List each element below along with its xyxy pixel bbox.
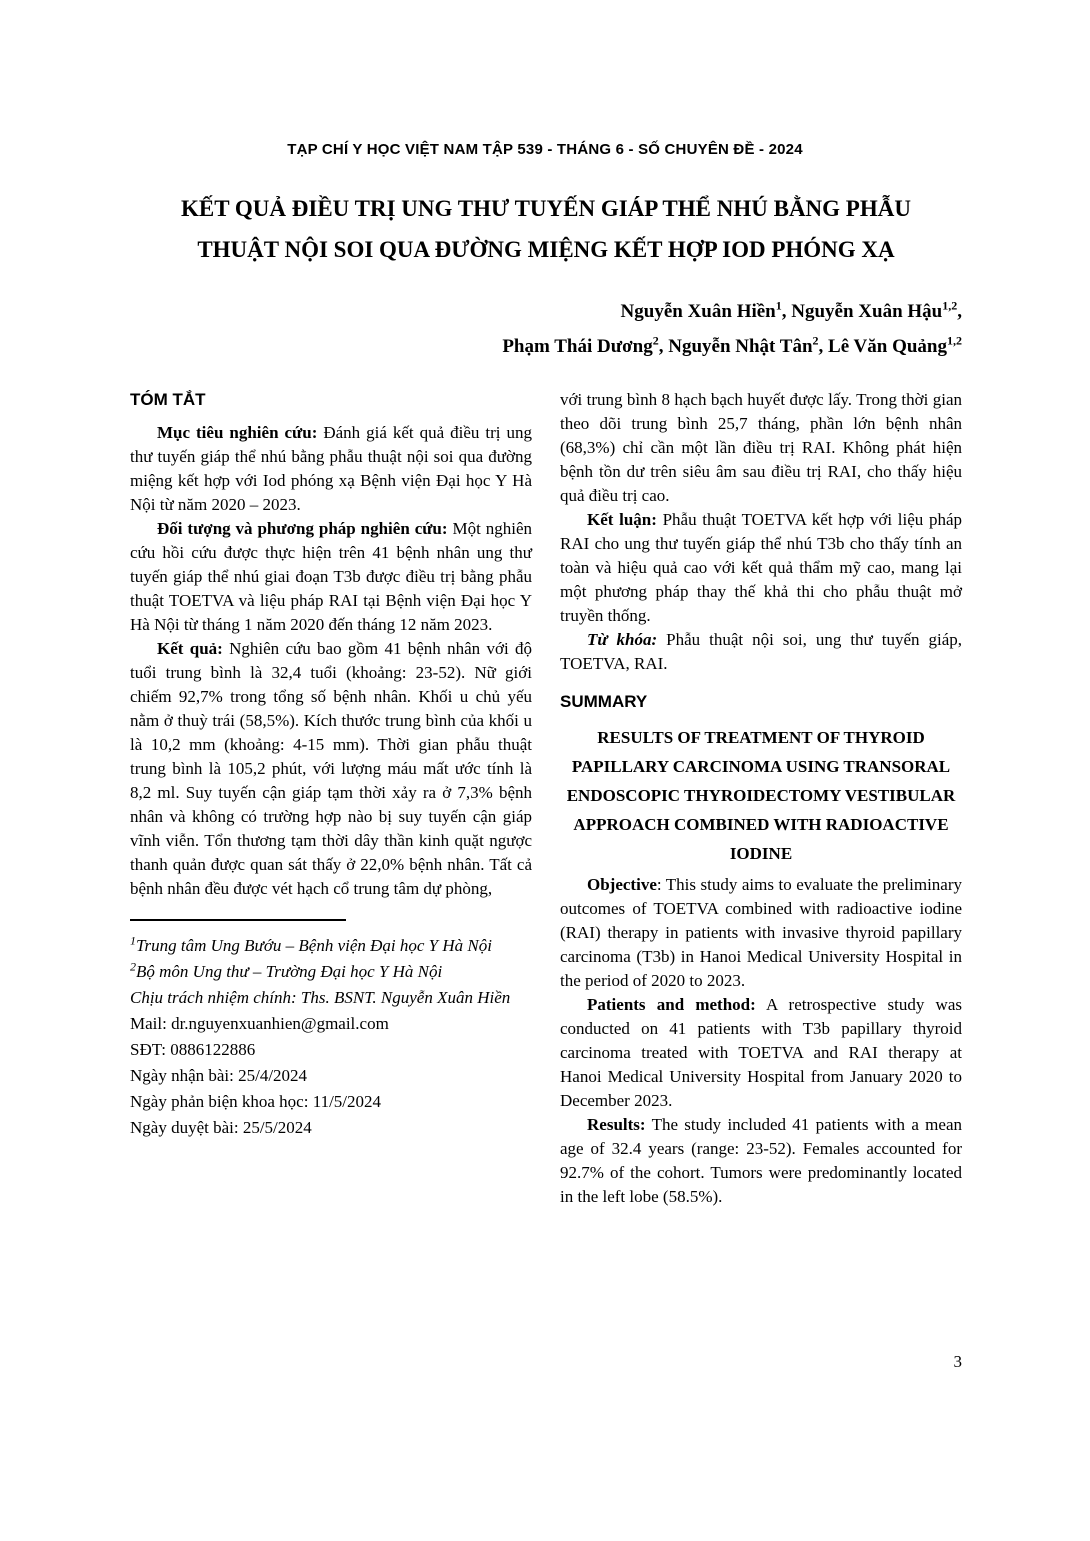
abstract-results-continued-paragraph: với trung bình 8 hạch bạch huyết được lấy. Trong thời gian theo dõi trung bình 25,7 tháng, phần lớn bệnh nhân (68,3%) chỉ cần một lần điều trị RAI. Không phát hiện bệnh tồn dư trên siêu âm sau điều trị RAI, cho thấy hiệu quả điều trị cao. [560,390,962,505]
paragraph-text: Đánh giá kết quả điều trị ung thư tuyến giáp thể nhú bằng phẫu thuật nội soi qua đường miệng kết hợp với Iod phóng xạ Bệnh viện Đại học Y Hà Nội từ năm 2020 – 2023. [130,423,532,514]
paragraph-text: A retrospective study was conducted on 41 patients with T3b papillary thyroid carcinoma treated with TOETVA and RAI therapy at Hanoi Medical University Hospital from January 2020 to December 2023. [560,995,962,1110]
abstract-heading: TÓM TẮT [130,390,206,409]
paragraph-lead: Kết quả: [157,639,223,658]
author-name: Phạm Thái Dương [502,336,653,357]
author-affiliation-sup: 2 [652,333,659,348]
abstract-keywords-paragraph [560,628,962,676]
summary-objective-paragraph [560,873,962,993]
footnote-email: Mail: dr.nguyenxuanhien@gmail.com [130,1014,389,1033]
author-name: , Nguyễn Nhật Tân [658,336,813,357]
paragraph-text: Phẫu thuật TOETVA kết hợp với liệu pháp RAI cho ung thư tuyến giáp thể nhú T3b cho thấy tính an toàn và hiệu quả cao với kết quả thẩm mỹ cao, mang lại một phương pháp thay thế khả thi cho phẫu thuật mở truyền thống. [560,510,962,625]
footnote-correspondence: Chịu trách nhiệm chính: Ths. BSNT. Nguyễn Xuân Hiền [130,988,511,1007]
abstract-results-paragraph [130,637,532,901]
summary-results-paragraph [560,1113,962,1209]
footnote-date-accepted: Ngày duyệt bài: 25/5/2024 [130,1118,312,1137]
authors-line-1 [130,294,962,329]
article-title: KẾT QUẢ ĐIỀU TRỊ UNG THƯ TUYẾN GIÁP THỂ NHÚ BẰNG PHẪU THUẬT NỘI SOI QUA ĐƯỜNG MIỆNG KẾT HỢP IOD PHÓNG XẠ [181,196,911,262]
author-affiliation-sup: 1 [775,298,782,313]
footnote-divider [130,919,346,921]
footnote-affiliation-1 [130,933,532,959]
footnote-affiliation-2 [130,959,532,985]
paragraph-lead: Từ khóa: [587,630,658,649]
footnote-date-received: Ngày nhận bài: 25/4/2024 [130,1066,308,1085]
summary-heading: SUMMARY [560,692,648,711]
paragraph-lead: Objective [587,875,657,894]
footnote-block [130,919,532,1141]
abstract-methods-paragraph [130,517,532,637]
abstract-conclusion-paragraph [560,508,962,628]
summary-patients-paragraph [560,993,962,1113]
author-affiliation-sup: 1,2 [942,298,958,313]
author-affiliation-sup: 2 [812,333,819,348]
paragraph-lead: Patients and method: [587,995,756,1014]
page-number: 3 [953,1352,962,1371]
article-content [130,188,962,1209]
author-name: , Lê Văn Quảng [818,336,947,357]
authors-line-2 [130,329,962,364]
left-column [130,388,532,1209]
paragraph-text: Nghiên cứu bao gồm 41 bệnh nhân với độ tuổi trung bình là 32,4 tuổi (khoảng: 23-52). Nữ giới chiếm 92,7% trong tổng số bệnh nhân. Khối u chủ yếu nằm ở thuỳ trái (58,5%). Kích thước trung bình của khối u là 10,2 mm (khoảng: 4-15 mm). Thời gian phẫu thuật trung bình là 105,2 phút, với lượng máu mất ước tính là 8,2 ml. Suy tuyến cận giáp tạm thời xảy ra ở 7,3% bệnh nhân và không có trường hợp nào bị suy tuyến cận giáp vĩnh viễn. Tổn thương tạm thời dây thần kinh quặt ngược thanh quản được quan sát thấy ở 22,0% bệnh nhân. Tất cả bệnh nhân đều được vét hạch cổ trung tâm dự phòng, [130,639,532,898]
footnote-phone: SĐT: 0886122886 [130,1040,256,1059]
paragraph-text: Phẫu thuật nội soi, ung thư tuyến giáp, TOETVA, RAI. [560,630,963,673]
author-affiliation-sup: 1,2 [947,333,962,348]
author-name: , Nguyễn Xuân Hậu [781,301,943,322]
right-column [560,388,962,1209]
footnote-sup: 1 [130,933,136,948]
paragraph-text: The study included 41 patients with a mean age of 32.4 years (range: 23-52). Females accounted for 92.7% of the cohort. Tumors were predominantly located in the left lobe (58.5%). [560,1115,962,1206]
abstract-objective-paragraph [130,421,532,517]
author-name: Nguyễn Xuân Hiền [620,301,776,322]
paragraph-text: : This study aims to evaluate the preliminary outcomes of TOETVA combined with radioactive iodine (RAI) therapy in patients with invasive thyroid papillary carcinoma (T3b) in Hanoi Medical University Hospital in the period of 2020 to 2023. [560,875,962,990]
paragraph-lead: Mục tiêu nghiên cứu: [157,423,318,442]
footnote-text: Trung tâm Ung Bướu – Bệnh viện Đại học Y Hà Nội [136,936,492,955]
paragraph-text: Một nghiên cứu hồi cứu được thực hiện trên 41 bệnh nhân ung thư tuyến giáp thể nhú giai đoạn T3b được điều trị bằng phẫu thuật TOETVA và liệu pháp RAI tại Bệnh viện Đại học Y Hà Nội từ tháng 1 năm 2020 đến tháng 12 năm 2023. [130,519,532,634]
two-column-layout [130,388,962,1209]
authors-block [130,294,962,364]
authors-separator: , [957,301,962,322]
footnote-sup: 2 [130,959,136,974]
footnote-date-reviewed: Ngày phản biện khoa học: 11/5/2024 [130,1092,382,1111]
paragraph-lead: Kết luận: [587,510,657,529]
footnote-text: Bộ môn Ung thư – Trường Đại học Y Hà Nội [136,962,443,981]
journal-header: TẠP CHÍ Y HỌC VIỆT NAM TẬP 539 - THÁNG 6 - SỐ CHUYÊN ĐỀ - 2024 [287,141,803,158]
summary-english-title: RESULTS OF TREATMENT OF THYROID PAPILLARY CARCINOMA USING TRANSORAL ENDOSCOPIC THYROIDECTOMY VESTIBULAR APPROACH COMBINED WITH RADIOACTIVE IODINE [566,728,956,863]
paragraph-lead: Results: [587,1115,646,1134]
paragraph-lead: Đối tượng và phương pháp nghiên cứu: [157,519,448,538]
